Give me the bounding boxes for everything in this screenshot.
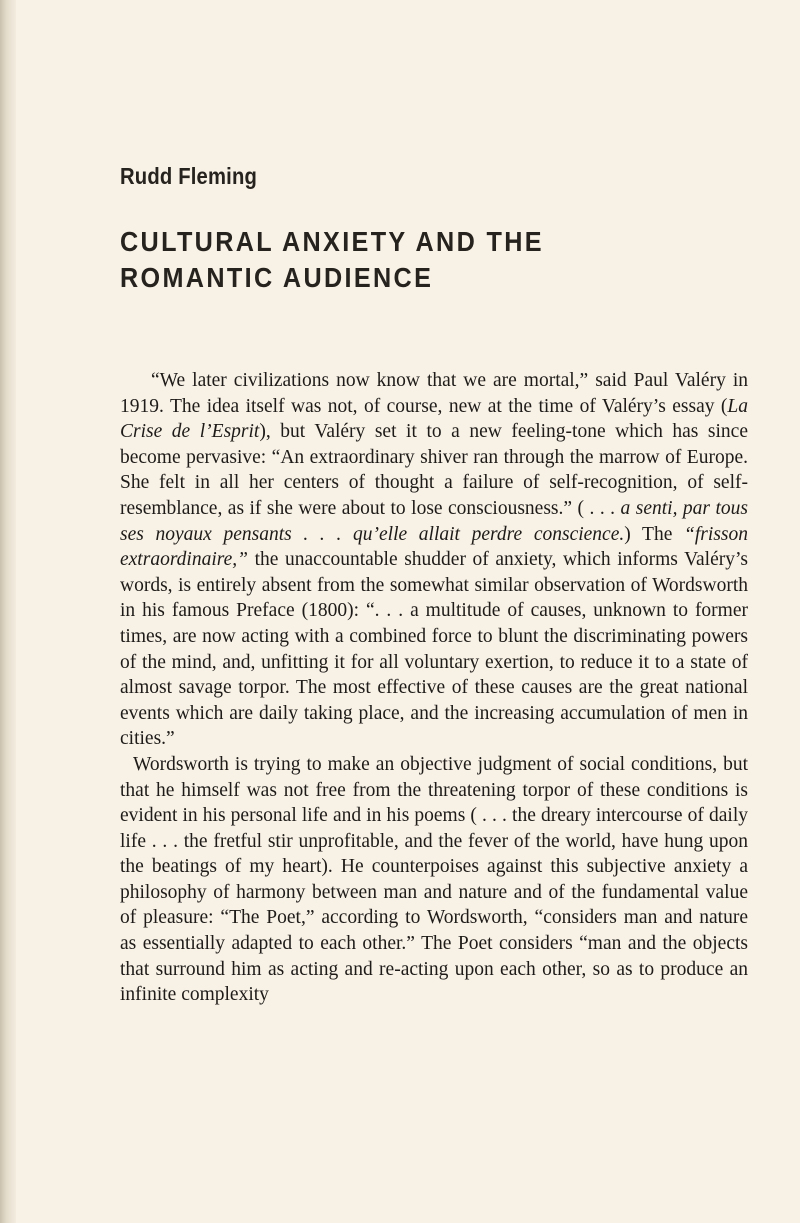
title-line-1: CULTURAL ANXIETY AND THE (120, 226, 544, 257)
article-title (120, 224, 544, 296)
paragraph-1-text-d: the unaccountable shudder of anxiety, which informs Valéry’s words, is entirely absent from the somewhat similar observation of Wordsworth in his famous Preface (1800): “. . . a multitude of causes, unknown to former times, are now acting with a combined force to blunt the discriminating powers of the mind, and, unfitting it for all voluntary exertion, to reduce it to a state of almost savage torpor. The most effective of these causes are the great national events which are daily taking place, and the increasing accumulation of men in cities.” (120, 549, 748, 750)
paragraph-1-text-c: ) The (624, 523, 685, 545)
article-body (120, 368, 748, 1008)
author-name: Rudd Fleming (120, 163, 258, 189)
french-quote-italic: a senti, par tous ses noyaux pensants . . . qu’elle allait perdre conscience. (120, 497, 748, 545)
paragraph-1 (120, 368, 748, 752)
paragraph-1-text-a: “We later civilizations now know that we are mortal,” said Paul Valéry in 1919. The idea itself was not, of course, new at the time of Valéry’s essay ( (120, 370, 748, 417)
book-spine-shadow (0, 0, 16, 1223)
paragraph-2: Wordsworth is trying to make an objective judgment of social conditions, but that he himself was not free from the threatening torpor of these conditions is evident in his personal life and in his poems ( . . . the dreary intercourse of daily life . . . the fretful stir unprofitable, and the fever of the world, have hung upon the beatings of my heart). He counterpoises against this subjective anxiety a philosophy of harmony between man and nature and of the fundamental value of pleasure: “The Poet,” according to Wordsworth, “considers man and nature as essentially adapted to each other.” The Poet considers “man and the objects that surround him as acting and re-acting upon each other, so as to produce an infinite complexity (120, 753, 748, 1006)
essay-title-italic: La Crise de l’Esprit (120, 395, 748, 443)
paragraph-1-text-b: ), but Valéry set it to a new feeling-tone which has since become pervasive: “An extraordinary shiver ran through the marrow of Europe. She felt in all her centers of thought a failure of self-recognition, of self-resemblance, as if she were about to lose consciousness.” ( . . . (120, 421, 748, 519)
title-line-2: ROMANTIC AUDIENCE (120, 262, 434, 293)
frisson-italic: “frisson extraordinaire,” (120, 523, 748, 571)
